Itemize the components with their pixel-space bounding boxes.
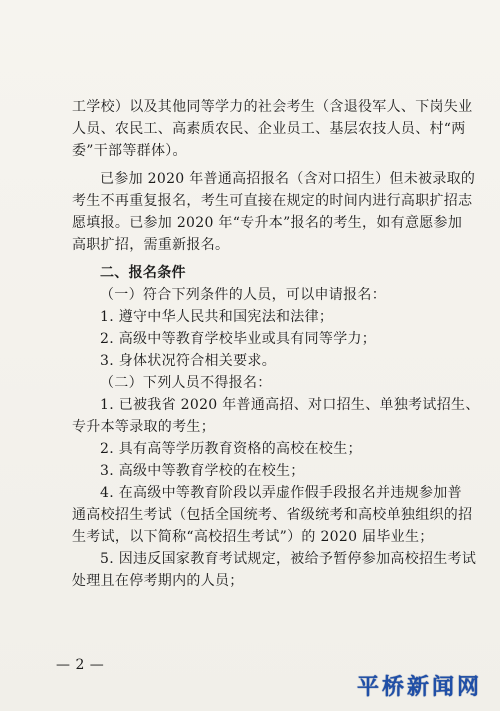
- paragraph-line: 工学校）以及其他同等学力的社会考生（含退役军人、下岗失业: [72, 99, 473, 115]
- paragraph-line: 委”干部等群体）。: [72, 143, 187, 159]
- list-item: 1. 已被我省 2020 年普通高招、对口招生、单独考试招生、: [100, 397, 480, 413]
- list-item: 4. 在高级中等教育阶段以弄虚作假手段报名并违规参加普: [100, 485, 462, 501]
- paragraph-line: 愿填报。已参加 2020 年“专升本”报名的考生，如有意愿参加: [72, 215, 463, 231]
- site-watermark: 平桥新闻网: [356, 675, 482, 700]
- paragraph-line: 考生不再重复报名，考生可直接在规定的时间内进行高职扩招志: [72, 193, 473, 209]
- list-item: 2. 具有高等学历教育资格的高校在校生；: [100, 441, 362, 457]
- section-heading: 二、报名条件: [100, 265, 186, 281]
- subsection-heading: （一）符合下列条件的人员，可以申请报名：: [100, 287, 386, 303]
- paragraph-line: 人员、农民工、高素质农民、企业员工、基层农技人员、村“两: [72, 121, 466, 137]
- list-item-continuation: 专升本等录取的考生；: [72, 419, 215, 435]
- paragraph-line: 已参加 2020 年普通高招报名（含对口招生）但未被录取的: [100, 171, 476, 187]
- list-item-continuation: 处理且在停考期内的人员；: [72, 573, 244, 589]
- page-number: — 2 —: [56, 657, 105, 673]
- list-item: 3. 高级中等教育学校的在校生；: [100, 463, 305, 479]
- list-item: 5. 因违反国家教育考试规定，被给予暂停参加高校招生考试: [100, 551, 477, 567]
- list-item-continuation: 通高校招生考试（包括全国统考、省级统考和高校单独组织的招: [72, 507, 473, 523]
- list-item: 3. 身体状况符合相关要求。: [100, 353, 277, 369]
- list-item: 2. 高级中等教育学校毕业或具有同等学力；: [100, 331, 377, 347]
- document-body: [72, 96, 480, 592]
- list-item-continuation: 生考试，以下简称“高校招生考试”）的 2020 届毕业生；: [72, 529, 434, 545]
- list-item: 1. 遵守中华人民共和国宪法和法律；: [100, 309, 334, 325]
- subsection-heading: （二）下列人员不得报名：: [100, 375, 272, 391]
- paragraph-line: 高职扩招，需重新报名。: [72, 237, 230, 253]
